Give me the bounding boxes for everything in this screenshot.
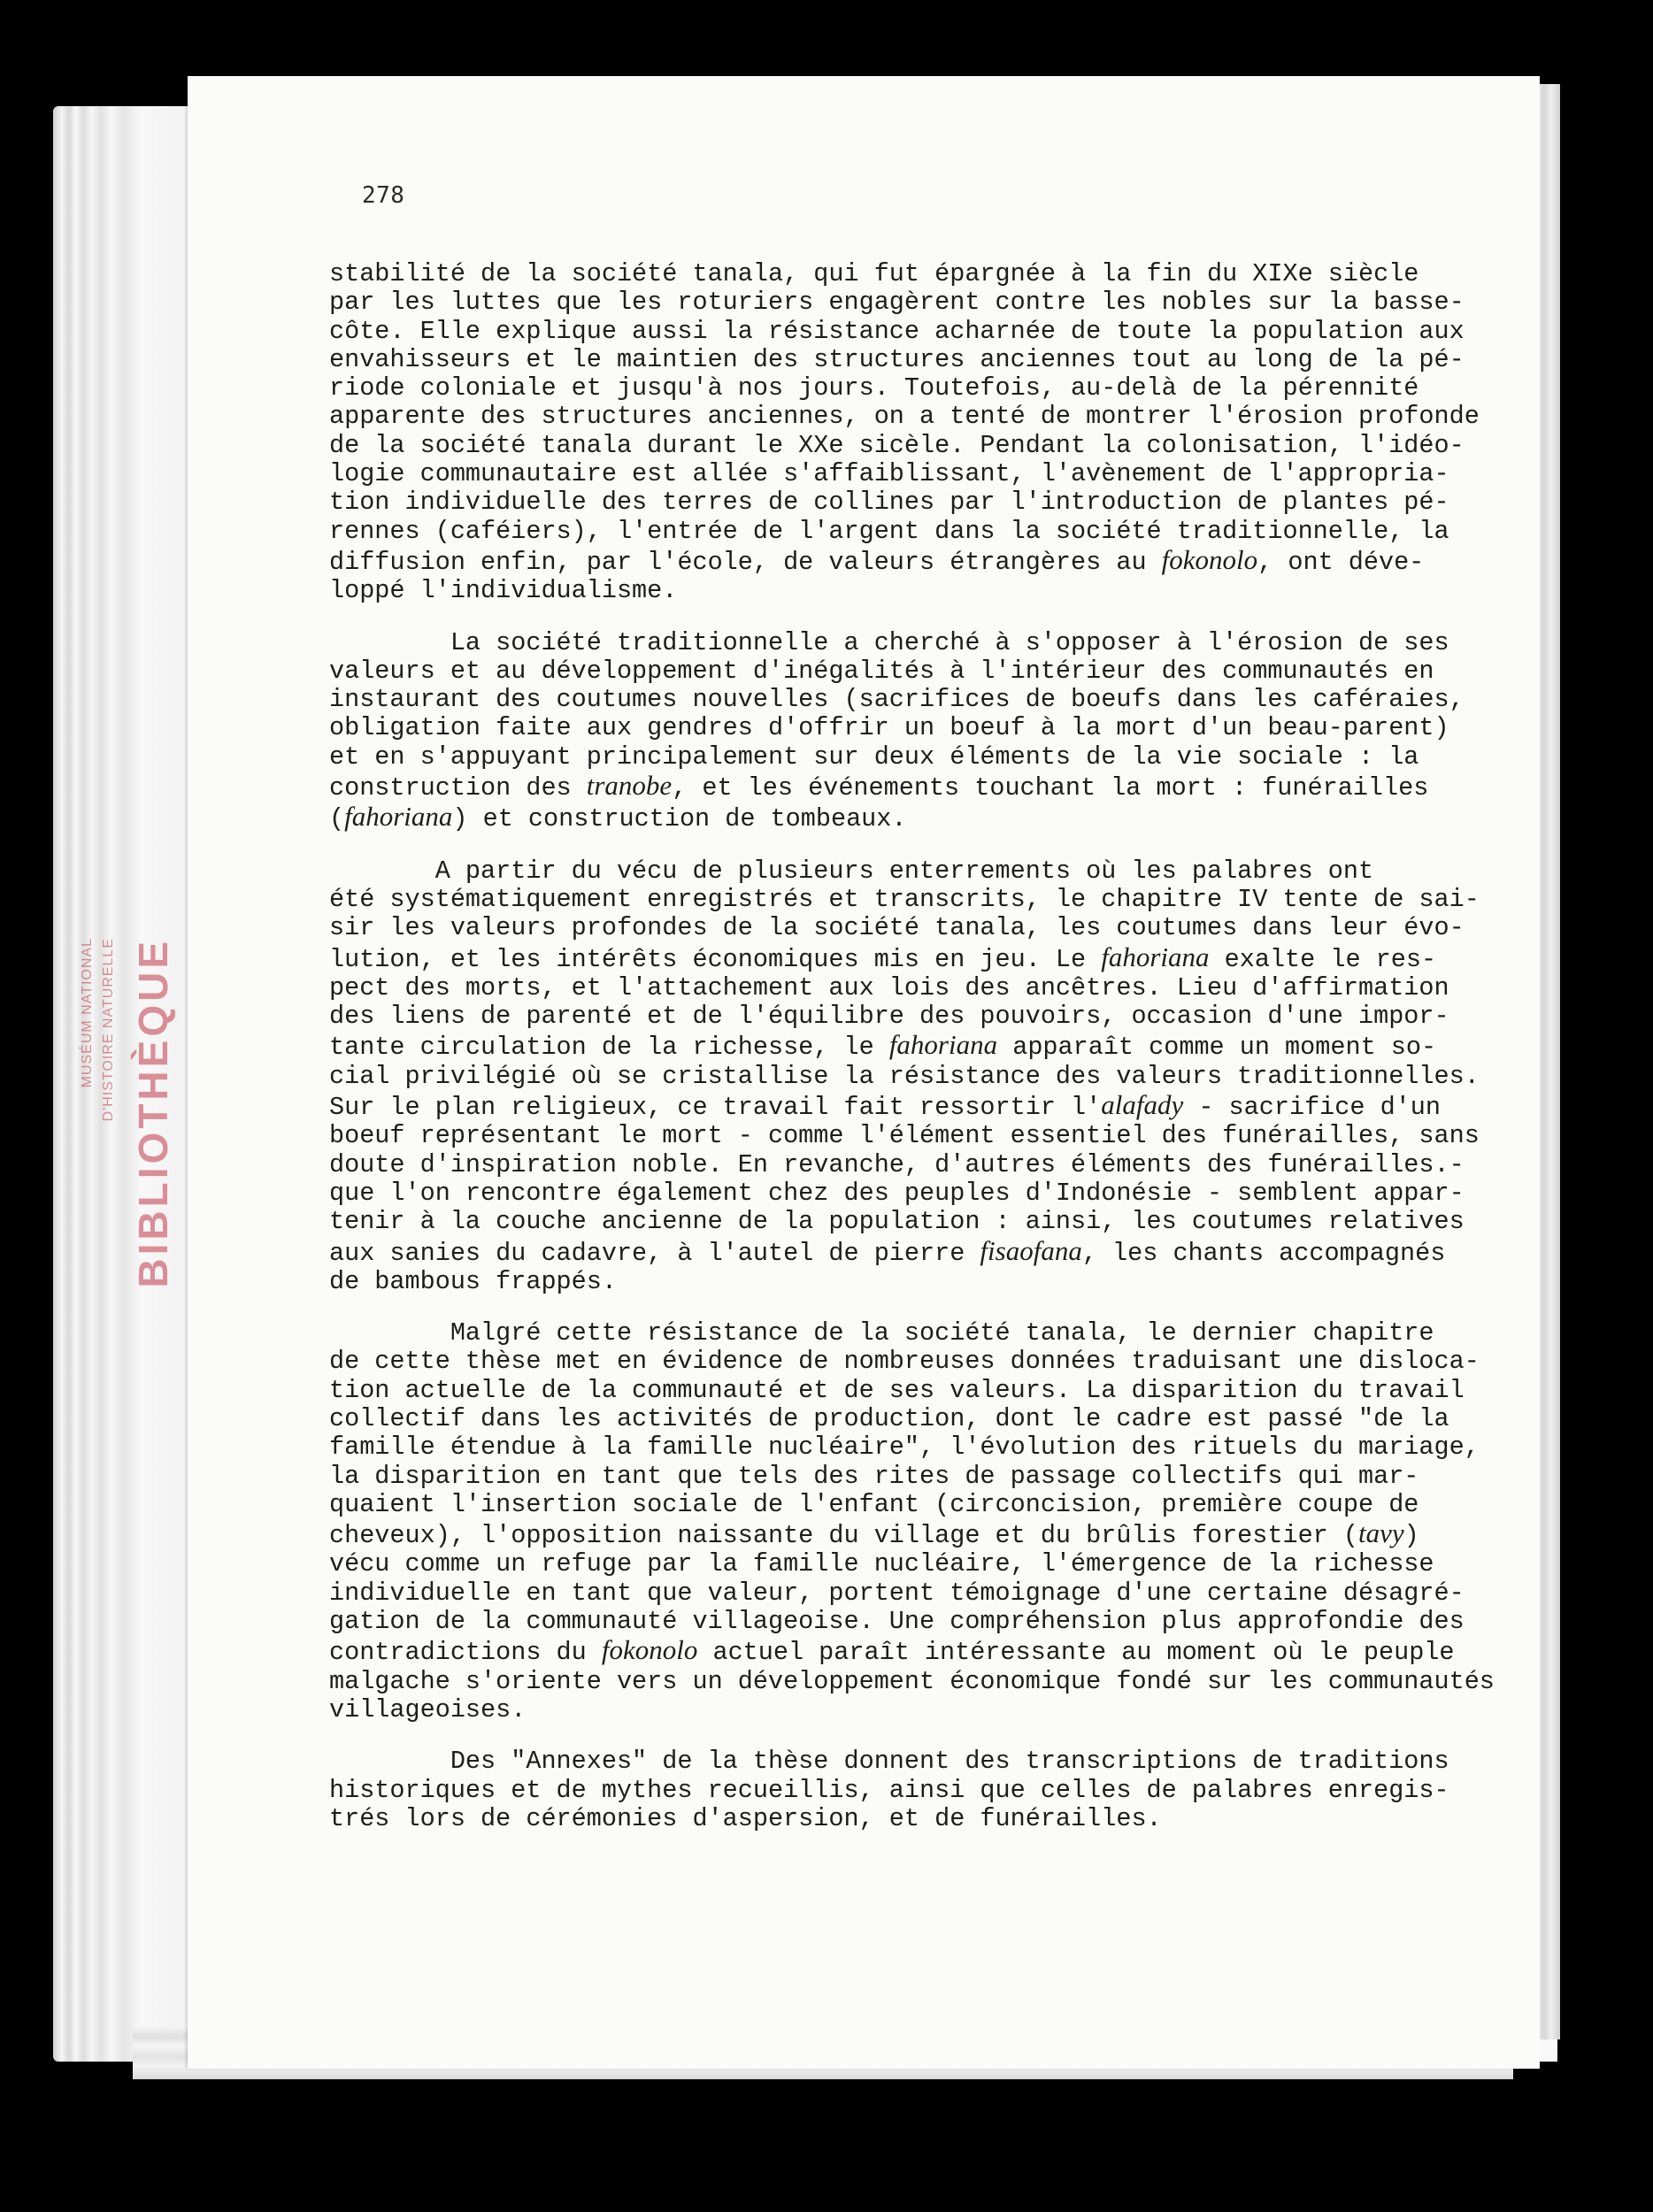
paragraph-4: Malgré cette résistance de la société tanala, le dernier chapitre de cette thèse met en évidence de nombreuses données traduisant une disloca- tion actuelle de la communauté et de ses valeurs. La disparition du travail collectif dans les activités de production, dont le cadre est passé "de la famille étendue à la famille nucléaire", l'évolution des rituels du mariage, la disparition en tant que tels des rites de passage collectifs qui mar- quaient l'insertion sociale de l'enfant (circoncision, première coupe de cheveux), l'opposition naissante du village et du brûlis forestier (tavy) vécu comme un refuge par la famille nucléaire, l'émergence de la richesse individuelle en tant que valeur, portent témoignage d'une certaine désagré- gation de la communauté villageoise. Une compréhension plus approfondie des contradictions du fokonolo actuel paraît intéressante au moment où le peuple malgache s'oriente vers un développement économique fondé sur les communautés villageoises. xyxy=(329,1318,1495,1724)
italic-term: tranobe xyxy=(586,770,673,802)
italic-term: fisaofana xyxy=(980,1234,1082,1266)
paragraph-1: stabilité de la société tanala, qui fut épargnée à la fin du XIXe siècle par les luttes que les roturiers engagèrent contre les nobles sur la basse- côte. Elle explique aussi la résistance acharnée de toute la population aux envahisseurs et le maintien des structures anciennes tout au long de la pé- riode coloniale et jusqu'à nos jours. Toutefois, au-delà de la pérennité apparente des structures anciennes, on a tenté de montrer l'érosion profonde de la société tanala durant le XXe sicèle. Pendant la colonisation, l'idéo- logie communautaire est allée s'affaiblissant, l'avènement de l'appropria- tion individuelle des terres de collines par l'introduction de plantes pé- rennes (caféiers), l'entrée de l'argent dans la société traditionnelle, la diffusion enfin, par l'école, de valeurs étrangères au fokonolo, ont déve- loppé l'individualisme. xyxy=(329,259,1480,606)
paragraph-5: Des "Annexes" de la thèse donnent des transcriptions de traditions historiques et de mythes recueillis, ainsi que celles de palabres enregis- trés lors de cérémonies d'aspersion, et de funérailles. xyxy=(329,1747,1449,1833)
italic-term: fahoriana xyxy=(344,801,453,833)
page-number: 278 xyxy=(362,182,405,209)
italic-term: alafady xyxy=(1101,1089,1184,1121)
paragraph-3: A partir du vécu de plusieurs enterrements où les palabres ont été systématiquement enregistrés et transcrits, le chapitre IV tente de sai- sir les valeurs profondes de la société tanala, les coutumes dans leur évo- lution, et les intérêts économiques mis en jeu. Le fahoriana exalte le res- pect des morts, et l'attachement aux lois des ancêtres. Lieu d'affirmation des liens de parenté et de l'équilibre des pouvoirs, occasion d'une impor- tante circulation de la richesse, le fahoriana apparaît comme un moment so- cial privilégié où se cristallise la résistance des valeurs traditionnelles. Sur le plan religieux, ce travail fait ressortir l'alafady - sacrifice d'un boeuf représentant le mort - comme l'élément essentiel des funérailles, sans doute d'inspiration noble. En revanche, d'autres éléments des funérailles.- que l'on rencontre également chez des peuples d'Indonésie - semblent appar- tenir à la couche ancienne de la population : ainsi, les coutumes relatives aux sanies du cadavre, à l'autel de pierre fisaofana, les chants accompagnés de bambous frappés. xyxy=(329,856,1480,1296)
italic-term: fokonolo xyxy=(601,1634,698,1666)
library-stamp xyxy=(71,938,177,1610)
stamp-main-text: BIBLIOTHÈQUE xyxy=(130,938,176,1288)
italic-term: tavy xyxy=(1358,1517,1404,1549)
italic-term: fokonolo xyxy=(1161,543,1258,575)
italic-term: fahoriana xyxy=(888,1029,998,1061)
body-text xyxy=(329,259,1495,1856)
stamp-line-1: MUSÉUM NATIONAL xyxy=(80,938,95,1088)
italic-term: fahoriana xyxy=(1101,941,1210,972)
book-page xyxy=(188,76,1540,2069)
paragraph-2: La société traditionnelle a cherché à s'opposer à l'érosion de ses valeurs et au développement d'inégalités à l'intérieur des communautés en instaurant des coutumes nouvelles (sacrifices de boeufs dans les caféraies, obligation faite aux gendres d'offrir un boeuf à la mort d'un beau-parent) et en s'appuyant principalement sur deux éléments de la vie sociale : la construction des tranobe, et les événements touchant la mort : funérailles (fahoriana) et construction de tombeaux. xyxy=(329,627,1465,834)
stamp-line-2: D'HISTOIRE NATURELLE xyxy=(101,938,116,1122)
